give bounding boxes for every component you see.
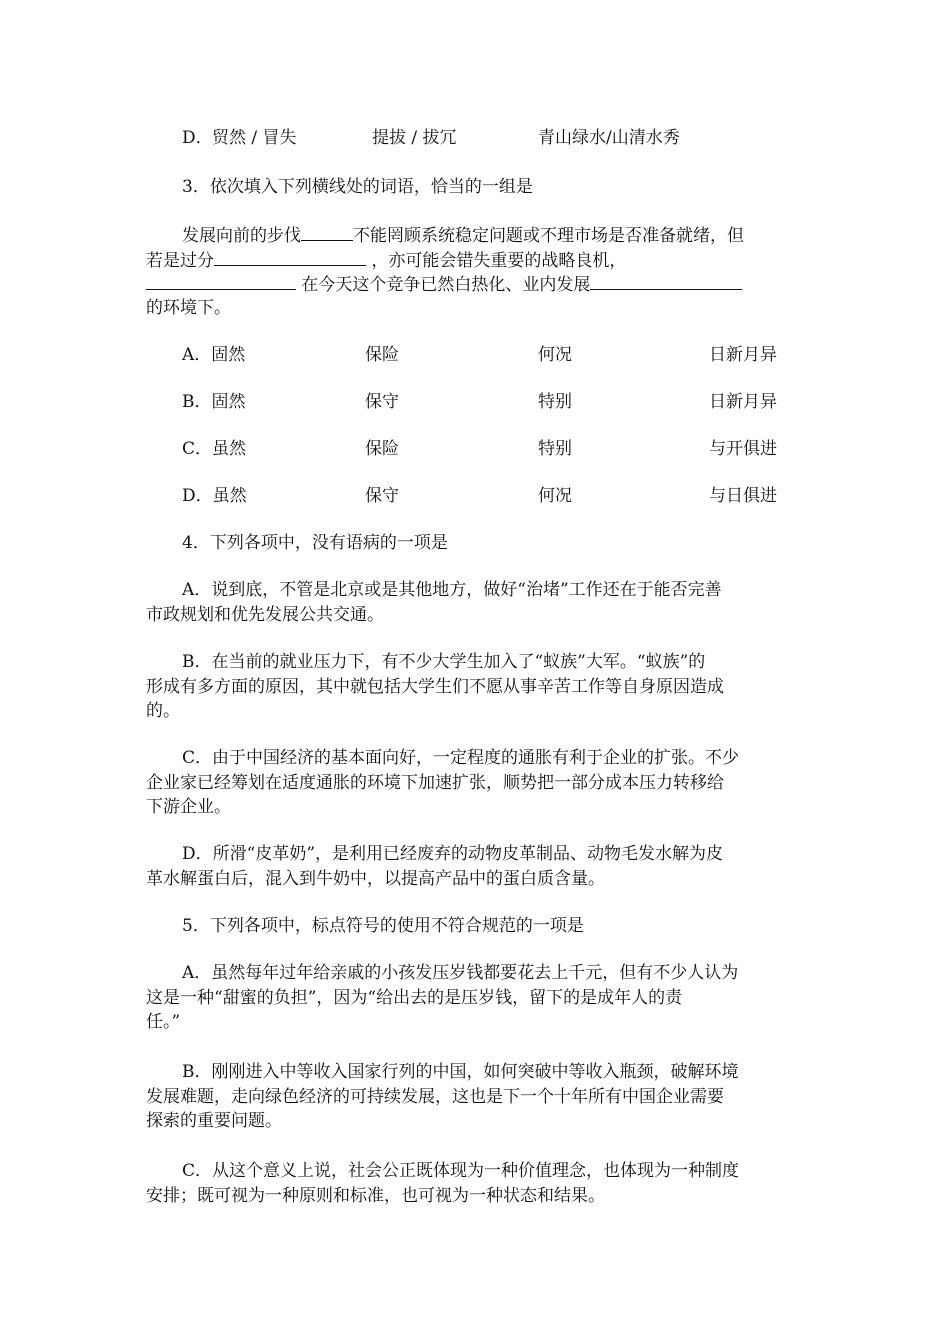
- q3-option-c-label: C．虽然: [182, 439, 247, 459]
- q5-option-c-line-1: C．从这个意义上说，社会公正既体现为一种价值理念，也体现为一种制度: [182, 1161, 740, 1181]
- q3-option-a-word4: 日新月异: [709, 345, 777, 365]
- q5-option-b-line-3: 探索的重要问题。: [146, 1111, 282, 1131]
- q3-passage-text: 若是过分: [146, 251, 214, 271]
- q3-option-c-word4: 与开俱进: [709, 439, 777, 459]
- q3-option-b-word3: 特别: [538, 392, 572, 412]
- q3-passage-text: 在今天这个竞争已然白热化、业内发展: [301, 275, 591, 295]
- q3-passage-text: 发展向前的步伐: [182, 226, 301, 246]
- q5-stem: 5．下列各项中，标点符号的使用不符合规范的一项是: [182, 916, 584, 936]
- q4-option-b-line-3: 的。: [146, 701, 180, 721]
- q3-passage-text: 不能罔顾系统稳定问题或不理市场是否准备就绪，但: [353, 226, 744, 246]
- q5-option-a-line-2: 这是一种“甜蜜的负担”，因为“给出去的是压岁钱，留下的是成年人的责: [146, 988, 683, 1008]
- q5-option-a-line-1: A．虽然每年过年给亲戚的小孩发压岁钱都要花去上千元，但有不少人认为: [182, 963, 739, 983]
- q4-option-d-line-1: D．所滑“皮革奶”，是利用已经废弃的动物皮革制品、动物毛发水解为皮: [182, 844, 724, 864]
- q4-option-b-line-2: 形成有多方面的原因，其中就包括大学生们不愿从事辛苦工作等自身原因造成: [146, 677, 724, 697]
- q4-option-c-line-2: 企业家已经筹划在适度通胀的环境下加速扩张，顺势把一部分成本压力转移给: [146, 773, 724, 793]
- q3-passage-line-2: [146, 247, 626, 271]
- prev-option-d-word3: 青山绿水/山清水秀: [538, 128, 680, 148]
- q4-option-c-line-1: C．由于中国经济的基本面向好，一定程度的通胀有利于企业的扩张。不少: [182, 748, 740, 768]
- fill-blank-1: [301, 222, 353, 241]
- q4-option-a-line-2: 市政规划和优先发展公共交通。: [146, 605, 384, 625]
- q3-option-d-word2: 保守: [365, 486, 399, 506]
- q3-option-d-word3: 何况: [538, 486, 572, 506]
- q4-option-a-line-1: A．说到底，不管是北京或是其他地方，做好“治堵”工作还在于能否完善: [182, 580, 722, 600]
- q5-option-b-line-1: B．刚刚进入中等收入国家行列的中国，如何突破中等收入瓶颈，破解环境: [182, 1062, 739, 1082]
- q4-stem: 4．下列各项中，没有语病的一项是: [182, 533, 448, 553]
- q4-option-c-line-3: 下游企业。: [146, 797, 231, 817]
- q4-option-d-line-2: 革水解蛋白后，混入到牛奶中，以提高产品中的蛋白质含量。: [146, 869, 605, 889]
- q3-stem: 3．依次填入下列横线处的词语，恰当的一组是: [182, 177, 533, 197]
- prev-option-d-label: D．: [182, 128, 213, 148]
- q3-passage-line-1: [182, 222, 744, 246]
- fill-blank-4: [590, 271, 742, 290]
- prev-option-d-word2: 提拔 / 拔冗: [372, 128, 457, 148]
- q3-passage-line-3: [146, 271, 742, 295]
- q5-option-b-line-2: 发展难题，走向绿色经济的可持续发展，这也是下一个十年所有中国企业需要: [146, 1087, 724, 1107]
- q3-option-a-label: A．固然: [182, 345, 246, 365]
- q3-option-b-word2: 保守: [365, 392, 399, 412]
- q3-option-b-word4: 日新月异: [709, 392, 777, 412]
- q3-option-a-word3: 何况: [538, 345, 572, 365]
- q3-option-b-label: B．固然: [182, 392, 246, 412]
- q5-option-c-line-2: 安排；既可视为一种原则和标准，也可视为一种状态和结果。: [146, 1186, 605, 1206]
- q5-option-a-line-3: 任。”: [146, 1012, 181, 1032]
- q3-option-c-word2: 保险: [365, 439, 399, 459]
- fill-blank-3: [146, 271, 296, 290]
- q4-option-b-line-1: B．在当前的就业压力下，有不少大学生加入了“蚁族”大军。“蚁族”的: [182, 652, 706, 672]
- q3-option-d-label: D．虽然: [182, 486, 247, 506]
- q3-passage-line-4: 的环境下。: [146, 298, 231, 318]
- prev-option-d-word1: 贸然 / 冒失: [212, 128, 297, 148]
- q3-option-a-word2: 保险: [365, 345, 399, 365]
- q3-option-c-word3: 特别: [538, 439, 572, 459]
- q3-option-d-word4: 与日俱进: [709, 486, 777, 506]
- q3-passage-text: ，亦可能会错失重要的战略良机，: [371, 251, 627, 271]
- fill-blank-2: [214, 247, 366, 266]
